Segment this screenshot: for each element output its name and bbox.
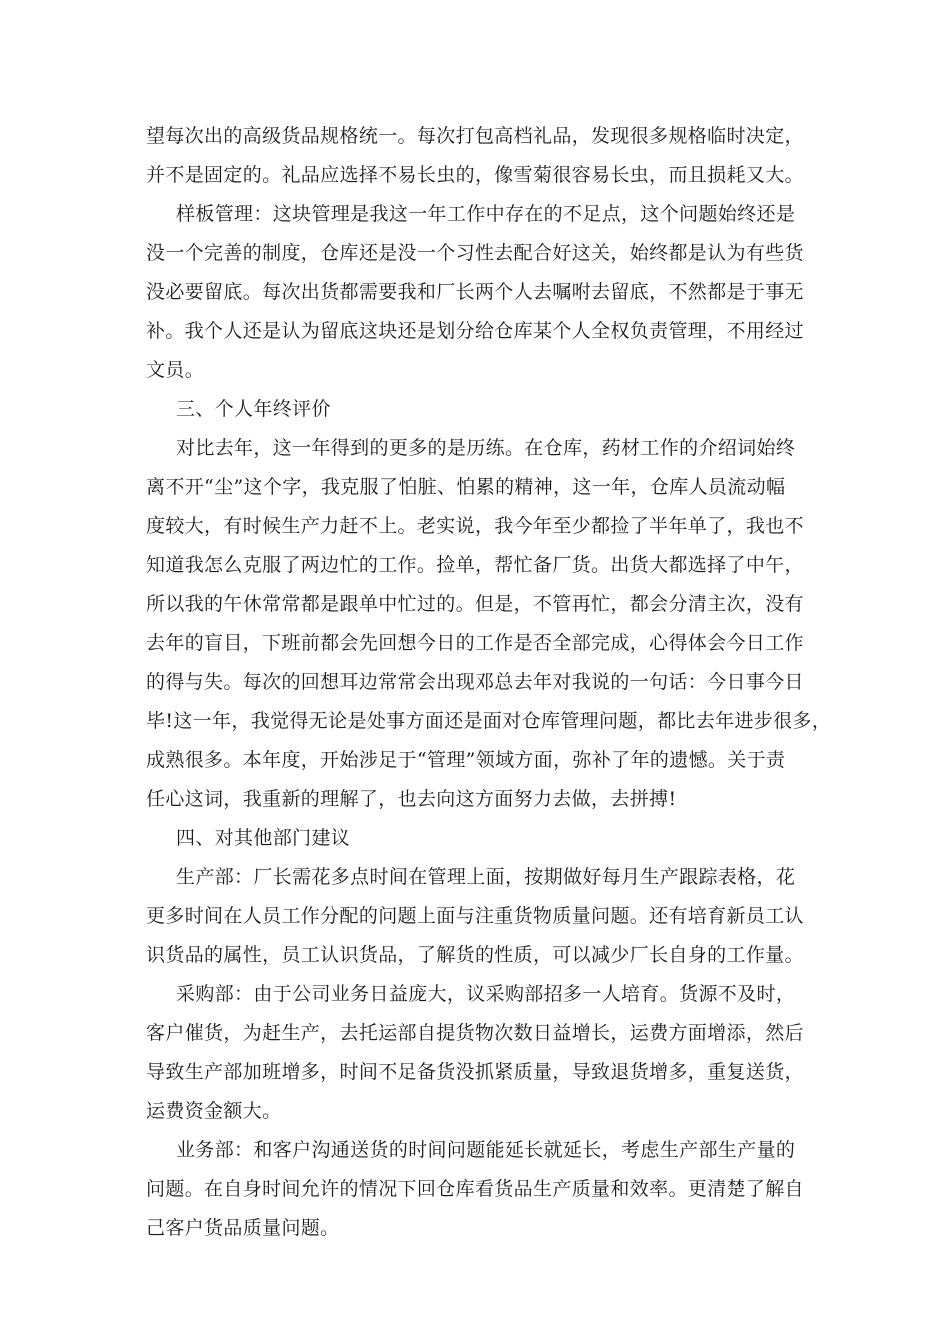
text-line: 成熟很多。本年度，开始涉足于“管理”领域方面，弥补了年的遗憾。关于责 xyxy=(146,749,786,771)
text-line: 运费资金额大。 xyxy=(146,1100,282,1122)
text-line: 业务部：和客户沟通送货的时间问题能延长就延长，考虑生产部生产量的 xyxy=(176,1139,796,1161)
text-line: 问题。在自身时间允许的情况下回仓库看货品生产质量和效率。更清楚了解自 xyxy=(146,1178,804,1200)
text-line: 己客户货品质量问题。 xyxy=(146,1217,340,1239)
text-line: 并不是固定的。礼品应选择不易长虫的，像雪菊很容易长虫，而且损耗又大。 xyxy=(146,164,804,186)
text-line: 离不开“尘”这个字，我克服了怕脏、怕累的精神，这一年，仓库人员流动幅 xyxy=(146,476,786,498)
text-line: 对比去年，这一年得到的更多的是历练。在仓库，药材工作的介绍词始终 xyxy=(176,437,796,459)
text-line: 知道我怎么克服了两边忙的工作。捡单，帮忙备厂货。出货大都选择了中午， xyxy=(146,554,804,576)
text-line: 更多时间在人员工作分配的问题上面与注重货物质量问题。还有培育新员工认 xyxy=(146,905,804,927)
document-body xyxy=(146,117,832,1248)
text-line: 所以我的午休常常都是跟单中忙过的。但是，不管再忙，都会分清主次，没有 xyxy=(146,593,804,615)
text-line: 的得与失。每次的回想耳边常常会出现邓总去年对我说的一句话：今日事今日 xyxy=(146,671,804,693)
text-line: 文员。 xyxy=(146,359,205,381)
text-line: 没一个完善的制度，仓库还是没一个习性去配合好这关，始终都是认为有些货 xyxy=(146,242,804,264)
text-line: 四、对其他部门建议 xyxy=(176,827,351,849)
text-line: 导致生产部加班增多，时间不足备货没抓紧质量，导致退货增多，重复送货， xyxy=(146,1061,804,1083)
text-line: 样板管理：这块管理是我这一年工作中存在的不足点，这个问题始终还是 xyxy=(176,203,796,225)
text-line: 望每次出的高级货品规格统一。每次打包高档礼品，发现很多规格临时决定， xyxy=(146,125,804,147)
text-line: 识货品的属性，员工认识货品，了解货的性质，可以减少厂长自身的工作量。 xyxy=(146,944,804,966)
text-line: 度较大，有时候生产力赶不上。老实说，我今年至少都捡了半年单了，我也不 xyxy=(146,515,804,537)
text-line: 三、个人年终评价 xyxy=(176,398,331,420)
text-line: 去年的盲目，下班前都会先回想今日的工作是否全部完成，心得体会今日工作 xyxy=(146,632,804,654)
text-line: 客户催货，为赶生产，去托运部自提货物次数日益增长，运费方面增添，然后 xyxy=(146,1022,804,1044)
text-line: 任心这词，我重新的理解了，也去向这方面努力去做，去拼搏! xyxy=(146,788,677,810)
text-line: 生产部：厂长需花多点时间在管理上面，按期做好每月生产跟踪表格，花 xyxy=(176,866,796,888)
text-line: 毕!这一年，我觉得无论是处事方面还是面对仓库管理问题，都比去年进步很多， xyxy=(146,710,832,732)
text-line: 补。我个人还是认为留底这块还是划分给仓库某个人全权负责管理，不用经过 xyxy=(146,320,804,342)
text-line: 没必要留底。每次出货都需要我和厂长两个人去嘱咐去留底，不然都是于事无 xyxy=(146,281,804,303)
text-line: 采购部：由于公司业务日益庞大，议采购部招多一人培育。货源不及时， xyxy=(176,983,796,1005)
